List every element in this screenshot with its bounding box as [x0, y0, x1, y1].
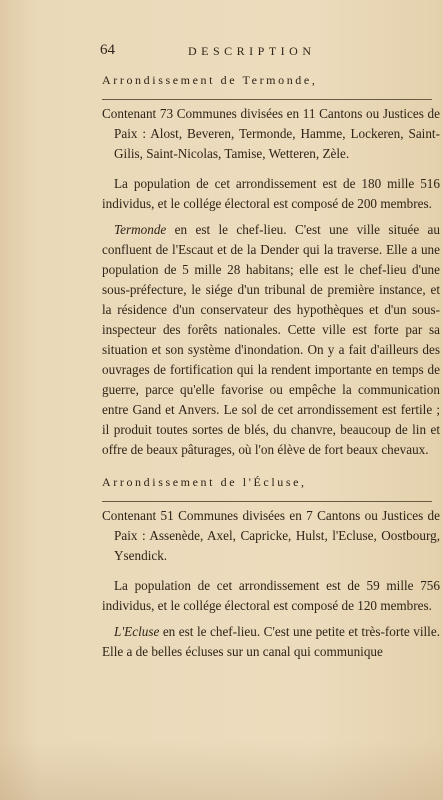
heading-rule	[102, 501, 432, 502]
heading-rule	[102, 99, 432, 100]
running-head	[100, 42, 443, 60]
chef-lieu-paragraph-ecluse	[102, 622, 440, 662]
section-heading-ecluse: Arrondissement de l'Écluse,	[102, 475, 307, 489]
chef-lieu-name-termonde: Termonde	[114, 222, 167, 237]
population-paragraph-ecluse: La population de cet arrondissement est de 59 mille 756 individus, et le collége électoral est composé de 120 membres.	[102, 578, 440, 613]
section-spacer	[102, 466, 440, 474]
communes-summary-termonde: Contenant 73 Communes divisées en 11 Cantons ou Justices de Paix : Alost, Beveren, Termonde, Hamme, Lockeren, Saint-Gilis, Saint-Nicolas, Tamise, Wetteren, Zèle.	[102, 106, 440, 161]
chef-lieu-paragraph-termonde	[102, 220, 440, 460]
chef-lieu-name-ecluse: L'Ecluse	[114, 624, 160, 639]
population-paragraph-termonde: La population de cet arrondissement est de 180 mille 516 individus, et le collége électoral est composé de 200 membres.	[102, 176, 440, 211]
communes-summary-ecluse: Contenant 51 Communes divisées en 7 Cantons ou Justices de Paix : Assenède, Axel, Capricke, Hulst, l'Ecluse, Oostbourg, Ysendick.	[102, 508, 440, 563]
page-number: 64	[100, 42, 115, 58]
page-body	[102, 72, 440, 668]
section-heading-termonde: Arrondissement de Termonde,	[102, 73, 318, 87]
chef-lieu-text-termonde: en est le chef-lieu. C'est une ville située au confluent de l'Escaut et de la Dender qui la traverse. Elle a une population de 5 mille 28 habitans; elle est le chef-lieu d'une sous-préfecture, le siége d'un tribunal de première instance, et la résidence d'un conservateur des hypothèques et d'un sous-inspecteur des forêts nationales. Cette ville est forte par sa situation et son système d'inondation. On y a fait d'ailleurs des ouvrages de fortification qui la rendent importante en temps de guerre, parce qu'elle favorise ou empêche la communication entre Gand et Anvers. Le sol de cet arrondissement est fertile ; il produit toutes sortes de blés, du chanvre, beaucoup de lin et offre de beaux pâturages, où l'on élève de fort beaux chevaux.	[102, 222, 440, 457]
running-title: DESCRIPTION	[188, 44, 316, 58]
chef-lieu-text-ecluse: en est le chef-lieu. C'est une petite et très-forte ville. Elle a de belles écluses sur un canal qui communique	[102, 624, 440, 659]
